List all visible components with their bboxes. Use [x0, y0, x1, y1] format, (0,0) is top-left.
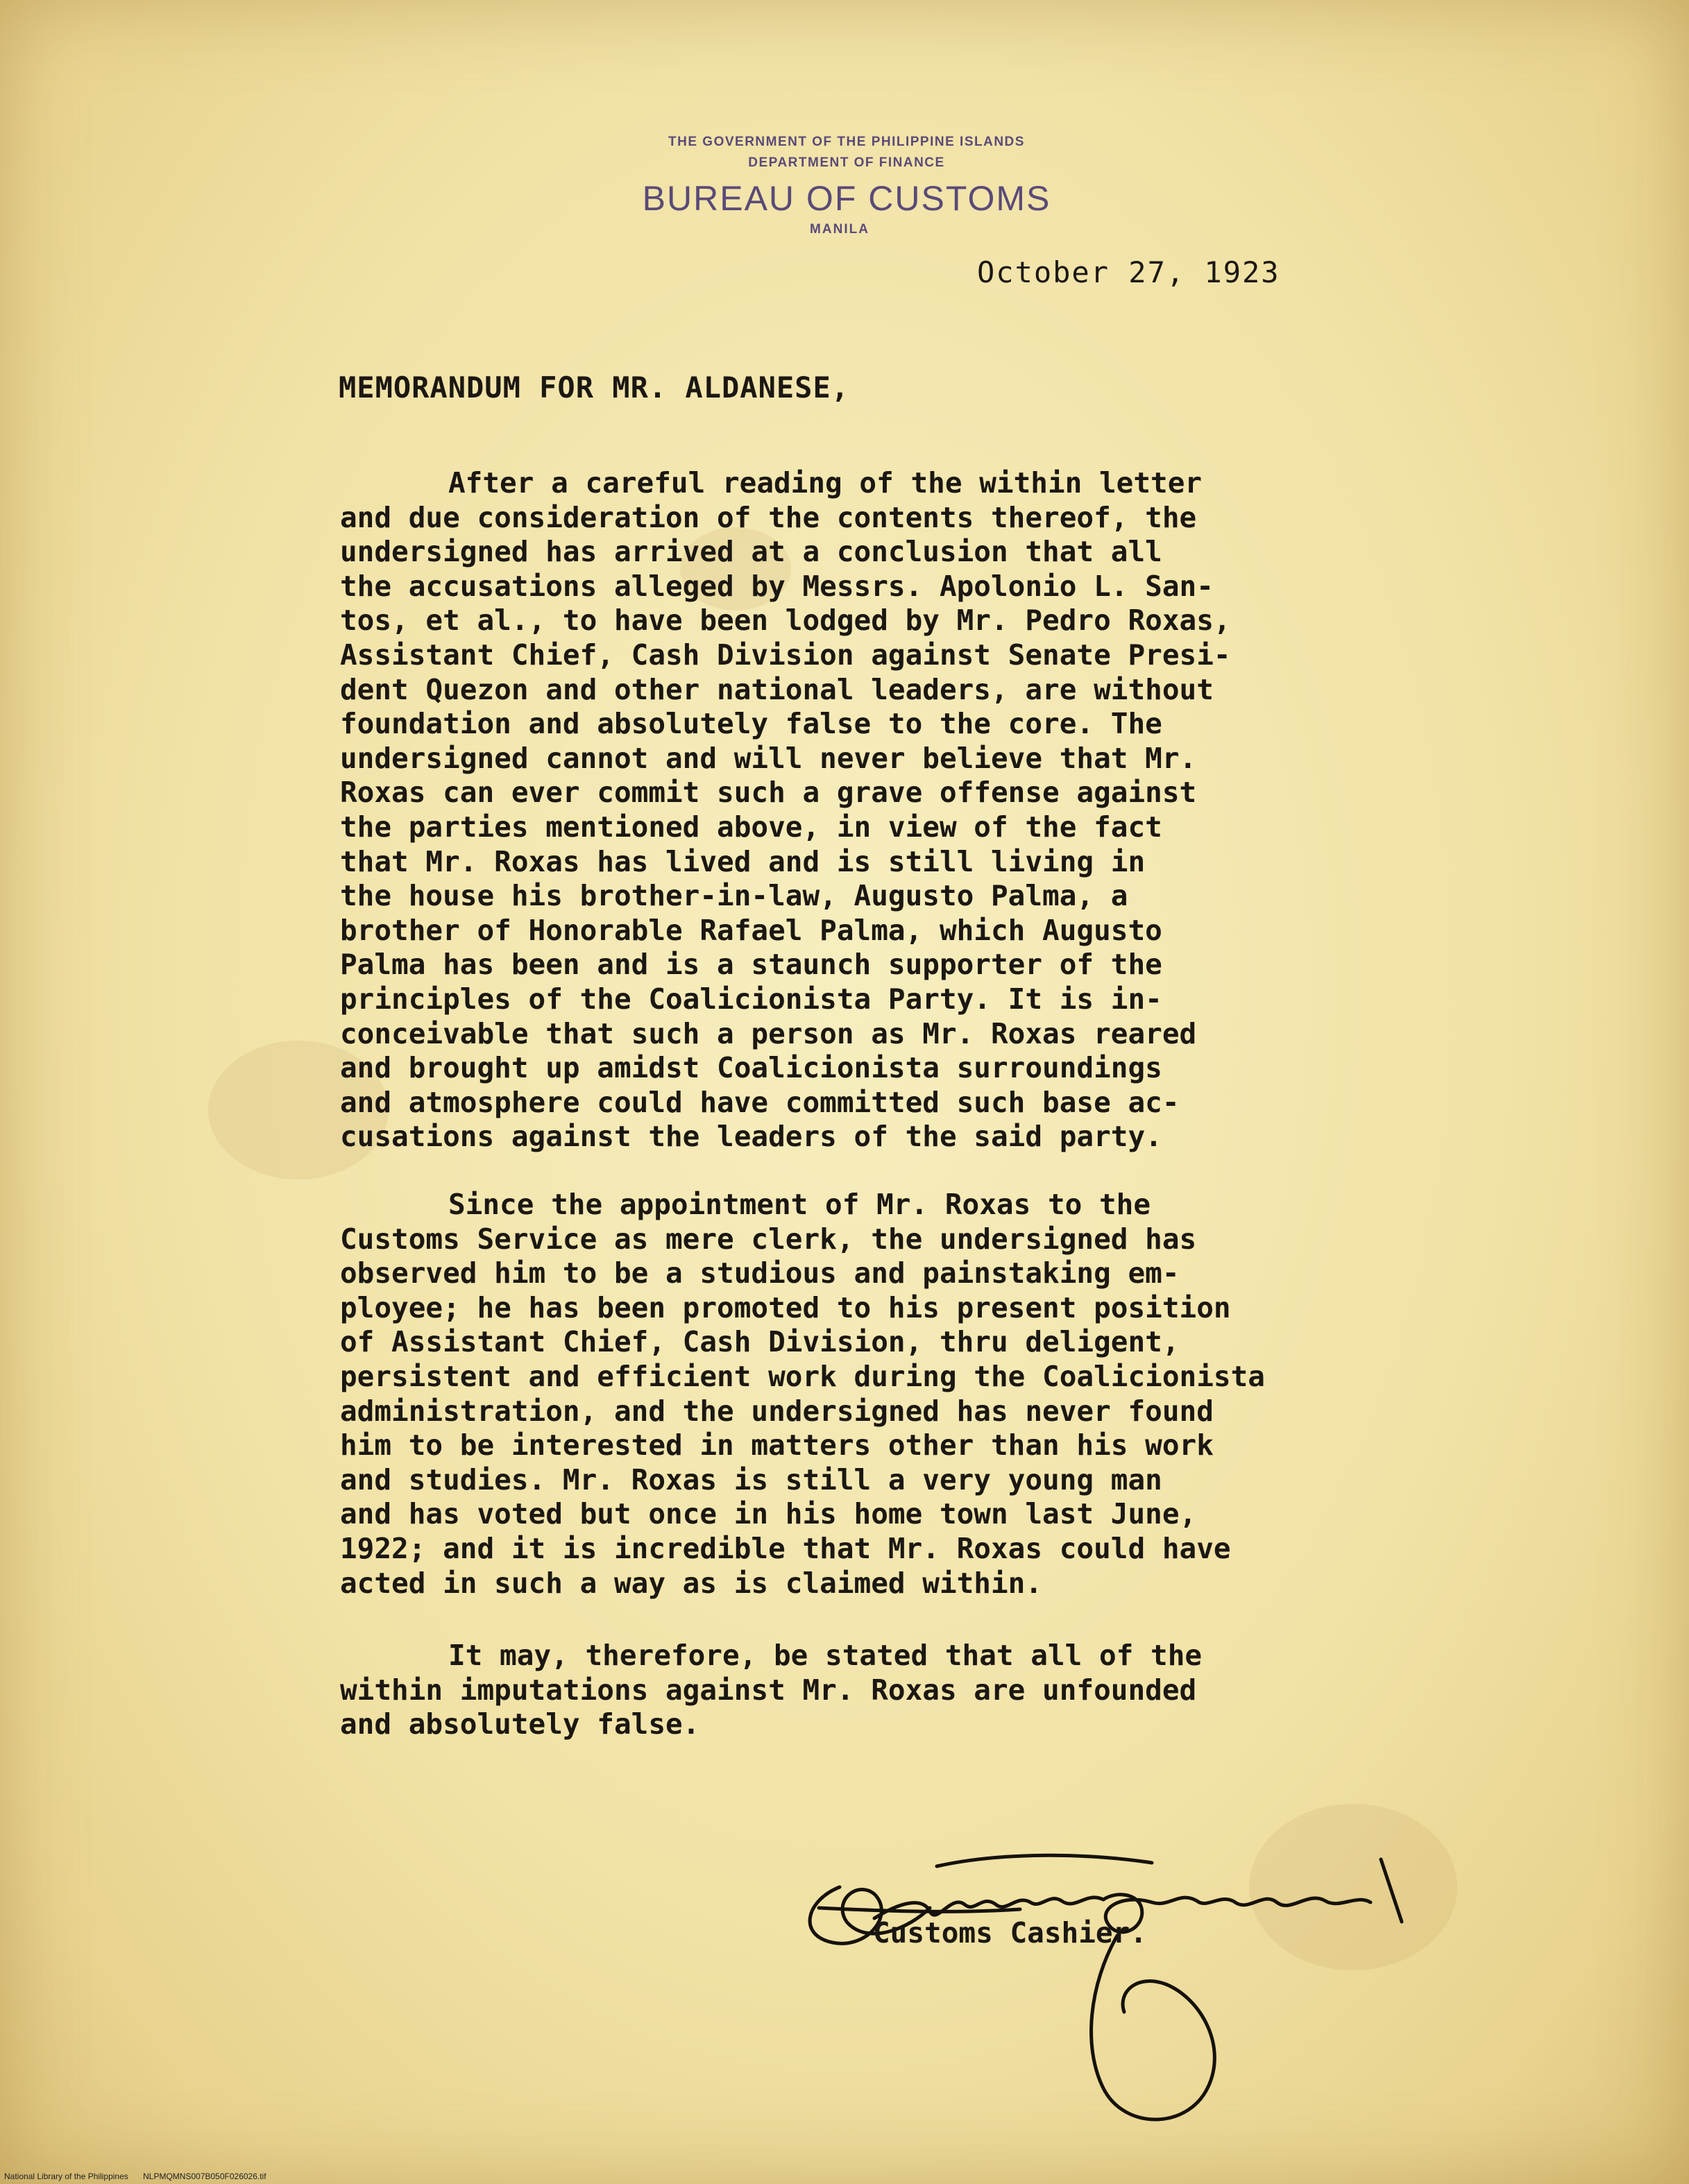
memo-line: tos, et al., to have been lodged by Mr. Pedro Roxas, — [340, 604, 1231, 638]
letterhead-department: DEPARTMENT OF FINANCE — [748, 155, 945, 170]
memo-line: the accusations alleged by Messrs. Apolonio L. San- — [340, 569, 1214, 603]
memo-line: and due consideration of the contents thereof, the — [340, 500, 1197, 534]
footer-file: NLPMQMNS007B050F026026.tif — [143, 2172, 266, 2181]
handwritten-signature — [791, 1825, 1471, 2137]
letterhead-city: MANILA — [810, 222, 869, 237]
letterhead-bureau: BUREAU OF CUSTOMS — [642, 179, 1051, 218]
memo-line: cusations against the leaders of the said party. — [340, 1120, 1162, 1154]
memo-line: Customs Service as mere clerk, the undersigned has — [340, 1222, 1197, 1256]
memo-line: After a careful reading of the within letter — [448, 466, 1203, 500]
memo-line: Roxas can ever commit such a grave offense against — [340, 776, 1197, 810]
memo-line: and brought up amidst Coalicionista surroundings — [340, 1051, 1162, 1085]
memo-line: of Assistant Chief, Cash Division, thru deligent, — [340, 1325, 1180, 1359]
memo-line: foundation and absolutely false to the core. The — [340, 707, 1162, 741]
footer-archive: National Library of the Philippines — [4, 2172, 128, 2181]
memo-line: him to be interested in matters other than his work — [340, 1428, 1214, 1462]
memo-line: principles of the Coalicionista Party. It is in- — [340, 982, 1162, 1016]
memo-line: the parties mentioned above, in view of the fact — [340, 810, 1162, 844]
memo-line: 1922; and it is incredible that Mr. Roxas could have — [340, 1531, 1231, 1565]
memo-line: administration, and the undersigned has never found — [340, 1394, 1214, 1428]
memo-line: acted in such a way as is claimed within. — [340, 1566, 1043, 1600]
memo-line: It may, therefore, be stated that all of the — [448, 1639, 1203, 1672]
letterhead-government: THE GOVERNMENT OF THE PHILIPPINE ISLANDS — [668, 135, 1025, 149]
signature-scribble-icon — [791, 1825, 1471, 2137]
memo-line: brother of Honorable Rafael Palma, which Augusto — [340, 913, 1162, 947]
memo-line: undersigned has arrived at a conclusion that all — [340, 535, 1162, 569]
memo-line: undersigned cannot and will never believe that Mr. — [340, 741, 1197, 775]
memo-line: observed him to be a studious and painstaking em- — [340, 1256, 1180, 1290]
memo-paragraph-2 — [340, 1188, 1265, 1601]
memo-line: that Mr. Roxas has lived and is still living in — [340, 844, 1146, 878]
letterhead-stamp — [569, 132, 1124, 239]
memo-paragraph-1 — [340, 466, 1231, 1154]
memo-line: and atmosphere could have committed such base ac- — [340, 1085, 1180, 1119]
memo-line: and has voted but once in his home town last June, — [340, 1497, 1197, 1531]
memo-line: Since the appointment of Mr. Roxas to the — [448, 1188, 1151, 1221]
memo-date: October 27, 1923 — [977, 255, 1280, 289]
memo-line: conceivable that such a person as Mr. Roxas reared — [340, 1016, 1197, 1050]
memo-line: and studies. Mr. Roxas is still a very young man — [340, 1462, 1162, 1496]
memo-line: persistent and efficient work during the Coalicionista — [340, 1359, 1265, 1393]
memo-line: Palma has been and is a staunch supporter of the — [340, 948, 1162, 982]
memo-line: within imputations against Mr. Roxas are unfounded — [340, 1673, 1197, 1707]
archive-footer — [4, 2172, 279, 2181]
signature-title: Customs Cashier. — [873, 1916, 1147, 1950]
memo-line: Assistant Chief, Cash Division against Senate Presi- — [340, 638, 1231, 672]
memo-line: dent Quezon and other national leaders, are without — [340, 672, 1214, 706]
memo-line: ployee; he has been promoted to his present position — [340, 1290, 1231, 1324]
memo-line: the house his brother-in-law, Augusto Palma, a — [340, 879, 1128, 913]
memo-salutation: MEMORANDUM FOR MR. ALDANESE, — [339, 370, 850, 404]
memo-paragraph-3 — [340, 1639, 1202, 1742]
memo-line: and absolutely false. — [340, 1707, 700, 1741]
